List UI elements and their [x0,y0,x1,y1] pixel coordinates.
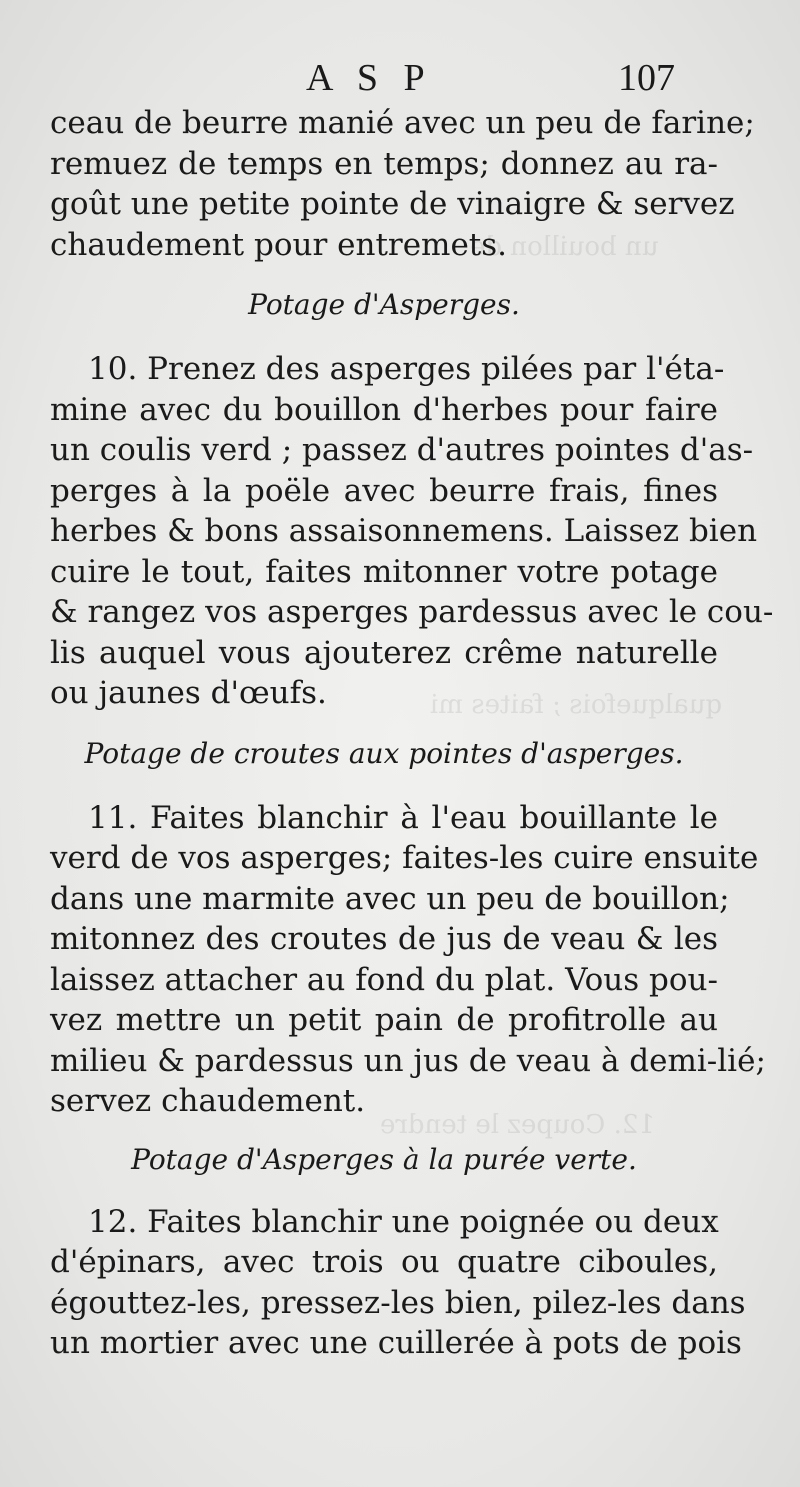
text-line: perges à la poële avec beurre frais, fines [50,472,718,509]
paragraph-12 [50,1202,746,1364]
text-line: un coulis verd ; passez d'autres pointes d'as- [50,432,754,468]
text-line: servez chaudement. [50,1083,366,1119]
text-line: dans une marmite avec un peu de bouillon; [50,880,730,917]
section-heading: Potage de croutes aux pointes d'asperges. [84,736,684,770]
text-line: remuez de temps en temps; donnez au ra- [50,145,718,182]
text-line: goût une petite pointe de vinaigre & servez [50,186,735,222]
section-heading: Potage d'Asperges à la purée verte. [131,1142,637,1176]
text-line: d'épinars, avec trois ou quatre ciboules, [50,1244,718,1280]
paragraph-continuation [50,103,755,265]
text-line: cuire le tout, faites mitonner votre potage [50,553,718,590]
text-line: ou jaunes d'œufs. [50,675,327,711]
text-line: & rangez vos asperges pardessus avec le cou- [50,594,774,630]
text-line: 11. Faites blanchir à l'eau bouillante le [88,799,718,836]
text-line: un mortier avec une cuillerée à pots de pois [50,1325,742,1361]
text-block [50,103,774,1364]
text-line: vez mettre un petit pain de profitrolle au [50,1002,718,1038]
text-line: herbes & bons assaisonnemens. Laissez bien [50,513,758,549]
text-line: 10. Prenez des asperges pilées par l'éta- [88,351,725,387]
show-through-text: qualquefois ; faites mi [430,690,723,720]
text-line: laissez attacher au fond du plat. Vous pou- [50,961,718,998]
show-through-text: un bouillon de [470,232,659,262]
text-line: chaudement pour entremets. [50,226,508,263]
text-line: égouttez-les, pressez-les bien, pilez-les dans [50,1284,746,1321]
page-number: 107 [618,57,675,99]
text-line: lis auquel vous ajouterez crême naturelle [50,634,718,671]
running-title: A S P [306,57,433,99]
text-line: milieu & pardessus un jus de veau à demi-lié; [50,1042,766,1079]
text-line: ceau de beurre manié avec un peu de farine; [50,105,755,141]
text-line: mine avec du bouillon d'herbes pour faire [50,391,718,428]
section-heading: Potage d'Asperges. [248,288,520,321]
paragraph-11 [50,798,766,1122]
text-line: verd de vos asperges; faites-les cuire ensuite [50,840,759,876]
running-head [0,56,800,106]
show-through-text: 12. Coupez le tendre [380,1110,655,1140]
text-line: mitonnez des croutes de jus de veau & les [50,921,718,957]
paragraph-10 [50,349,774,714]
text-line: 12. Faites blanchir une poignée ou deux [88,1203,719,1240]
